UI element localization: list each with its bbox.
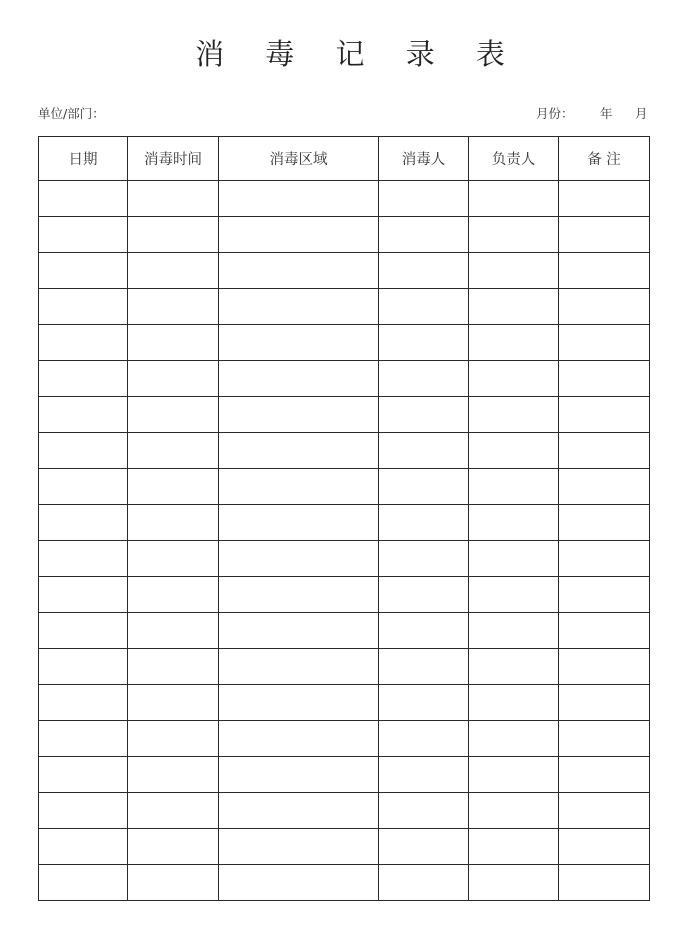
area-cell[interactable] bbox=[219, 829, 379, 865]
month-label: 月份： bbox=[536, 106, 574, 121]
time-cell[interactable] bbox=[128, 469, 219, 505]
time-cell[interactable] bbox=[128, 685, 219, 721]
remarks-cell[interactable] bbox=[559, 577, 650, 613]
table-row bbox=[39, 397, 650, 433]
table-row bbox=[39, 289, 650, 325]
disinfector-cell[interactable] bbox=[379, 829, 469, 865]
date-cell[interactable] bbox=[39, 289, 128, 325]
person-in-charge-cell[interactable] bbox=[469, 613, 559, 649]
area-cell[interactable] bbox=[219, 577, 379, 613]
date-cell[interactable] bbox=[39, 217, 128, 253]
area-cell[interactable] bbox=[219, 541, 379, 577]
column-header-disinfector: 消毒人 bbox=[379, 137, 469, 181]
table-row bbox=[39, 865, 650, 901]
table-row bbox=[39, 253, 650, 289]
person-in-charge-cell[interactable] bbox=[469, 757, 559, 793]
person-in-charge-cell[interactable] bbox=[469, 181, 559, 217]
person-in-charge-cell[interactable] bbox=[469, 433, 559, 469]
remarks-cell[interactable] bbox=[559, 757, 650, 793]
date-cell[interactable] bbox=[39, 181, 128, 217]
person-in-charge-cell[interactable] bbox=[469, 577, 559, 613]
time-cell[interactable] bbox=[128, 325, 219, 361]
column-header-remarks: 备 注 bbox=[559, 137, 650, 181]
table-row bbox=[39, 217, 650, 253]
date-cell[interactable] bbox=[39, 865, 128, 901]
table-row bbox=[39, 829, 650, 865]
disinfector-cell[interactable] bbox=[379, 649, 469, 685]
person-in-charge-cell[interactable] bbox=[469, 829, 559, 865]
time-cell[interactable] bbox=[128, 613, 219, 649]
person-in-charge-cell[interactable] bbox=[469, 361, 559, 397]
date-cell[interactable] bbox=[39, 757, 128, 793]
disinfector-cell[interactable] bbox=[379, 253, 469, 289]
area-cell[interactable] bbox=[219, 793, 379, 829]
area-cell[interactable] bbox=[219, 361, 379, 397]
table-row bbox=[39, 181, 650, 217]
column-header-disinfection-time: 消毒时间 bbox=[128, 137, 219, 181]
date-cell[interactable] bbox=[39, 541, 128, 577]
date-cell[interactable] bbox=[39, 577, 128, 613]
date-cell[interactable] bbox=[39, 325, 128, 361]
date-cell[interactable] bbox=[39, 253, 128, 289]
person-in-charge-cell[interactable] bbox=[469, 793, 559, 829]
remarks-cell[interactable] bbox=[559, 793, 650, 829]
table-row bbox=[39, 469, 650, 505]
disinfector-cell[interactable] bbox=[379, 361, 469, 397]
remarks-cell[interactable] bbox=[559, 217, 650, 253]
area-cell[interactable] bbox=[219, 721, 379, 757]
date-cell[interactable] bbox=[39, 361, 128, 397]
person-in-charge-cell[interactable] bbox=[469, 289, 559, 325]
table-row bbox=[39, 325, 650, 361]
table-row bbox=[39, 361, 650, 397]
disinfector-cell[interactable] bbox=[379, 721, 469, 757]
disinfector-cell[interactable] bbox=[379, 505, 469, 541]
time-cell[interactable] bbox=[128, 649, 219, 685]
time-cell[interactable] bbox=[128, 217, 219, 253]
table-row bbox=[39, 433, 650, 469]
remarks-cell[interactable] bbox=[559, 397, 650, 433]
date-cell[interactable] bbox=[39, 505, 128, 541]
date-cell[interactable] bbox=[39, 793, 128, 829]
disinfector-cell[interactable] bbox=[379, 433, 469, 469]
time-cell[interactable] bbox=[128, 865, 219, 901]
disinfector-cell[interactable] bbox=[379, 325, 469, 361]
time-cell[interactable] bbox=[128, 397, 219, 433]
disinfector-cell[interactable] bbox=[379, 541, 469, 577]
person-in-charge-cell[interactable] bbox=[469, 865, 559, 901]
column-header-person-in-charge: 负责人 bbox=[469, 137, 559, 181]
page-title: 消 毒 记 录 表 bbox=[195, 37, 521, 71]
person-in-charge-cell[interactable] bbox=[469, 217, 559, 253]
remarks-cell[interactable] bbox=[559, 865, 650, 901]
disinfection-record-table bbox=[38, 136, 650, 901]
table-row bbox=[39, 793, 650, 829]
person-in-charge-cell[interactable] bbox=[469, 253, 559, 289]
table-row bbox=[39, 505, 650, 541]
time-cell[interactable] bbox=[128, 289, 219, 325]
person-in-charge-cell[interactable] bbox=[469, 505, 559, 541]
person-in-charge-cell[interactable] bbox=[469, 721, 559, 757]
area-cell[interactable] bbox=[219, 685, 379, 721]
remarks-cell[interactable] bbox=[559, 469, 650, 505]
remarks-cell[interactable] bbox=[559, 181, 650, 217]
time-cell[interactable] bbox=[128, 793, 219, 829]
disinfector-cell[interactable] bbox=[379, 577, 469, 613]
date-cell[interactable] bbox=[39, 397, 128, 433]
time-cell[interactable] bbox=[128, 757, 219, 793]
time-cell[interactable] bbox=[128, 829, 219, 865]
table-row bbox=[39, 649, 650, 685]
remarks-cell[interactable] bbox=[559, 649, 650, 685]
disinfector-cell[interactable] bbox=[379, 181, 469, 217]
time-cell[interactable] bbox=[128, 433, 219, 469]
area-cell[interactable] bbox=[219, 181, 379, 217]
disinfector-cell[interactable] bbox=[379, 613, 469, 649]
remarks-cell[interactable] bbox=[559, 289, 650, 325]
table-row bbox=[39, 685, 650, 721]
remarks-cell[interactable] bbox=[559, 253, 650, 289]
disinfector-cell[interactable] bbox=[379, 289, 469, 325]
unit-department-label: 单位/部门： bbox=[38, 106, 105, 121]
remarks-cell[interactable] bbox=[559, 541, 650, 577]
disinfector-cell[interactable] bbox=[379, 865, 469, 901]
area-cell[interactable] bbox=[219, 217, 379, 253]
remarks-cell[interactable] bbox=[559, 829, 650, 865]
area-cell[interactable] bbox=[219, 613, 379, 649]
area-cell[interactable] bbox=[219, 397, 379, 433]
time-cell[interactable] bbox=[128, 505, 219, 541]
disinfector-cell[interactable] bbox=[379, 757, 469, 793]
area-cell[interactable] bbox=[219, 289, 379, 325]
date-cell[interactable] bbox=[39, 469, 128, 505]
table-row bbox=[39, 721, 650, 757]
table-row bbox=[39, 577, 650, 613]
person-in-charge-cell[interactable] bbox=[469, 541, 559, 577]
disinfector-cell[interactable] bbox=[379, 793, 469, 829]
year-word: 年 bbox=[600, 106, 613, 121]
remarks-cell[interactable] bbox=[559, 433, 650, 469]
table-header-row bbox=[39, 137, 650, 181]
disinfector-cell[interactable] bbox=[379, 685, 469, 721]
area-cell[interactable] bbox=[219, 649, 379, 685]
person-in-charge-cell[interactable] bbox=[469, 469, 559, 505]
disinfector-cell[interactable] bbox=[379, 217, 469, 253]
time-cell[interactable] bbox=[128, 253, 219, 289]
time-cell[interactable] bbox=[128, 721, 219, 757]
date-cell[interactable] bbox=[39, 721, 128, 757]
remarks-cell[interactable] bbox=[559, 361, 650, 397]
area-cell[interactable] bbox=[219, 469, 379, 505]
disinfector-cell[interactable] bbox=[379, 469, 469, 505]
month-word: 月 bbox=[635, 106, 648, 121]
date-cell[interactable] bbox=[39, 613, 128, 649]
table-row bbox=[39, 757, 650, 793]
area-cell[interactable] bbox=[219, 253, 379, 289]
area-cell[interactable] bbox=[219, 325, 379, 361]
remarks-cell[interactable] bbox=[559, 685, 650, 721]
column-header-date: 日期 bbox=[39, 137, 128, 181]
remarks-cell[interactable] bbox=[559, 325, 650, 361]
person-in-charge-cell[interactable] bbox=[469, 325, 559, 361]
time-cell[interactable] bbox=[128, 577, 219, 613]
date-cell[interactable] bbox=[39, 433, 128, 469]
area-cell[interactable] bbox=[219, 757, 379, 793]
disinfector-cell[interactable] bbox=[379, 397, 469, 433]
column-header-disinfection-area: 消毒区域 bbox=[219, 137, 379, 181]
area-cell[interactable] bbox=[219, 433, 379, 469]
date-cell[interactable] bbox=[39, 649, 128, 685]
remarks-cell[interactable] bbox=[559, 505, 650, 541]
time-cell[interactable] bbox=[128, 361, 219, 397]
time-cell[interactable] bbox=[128, 541, 219, 577]
date-cell[interactable] bbox=[39, 685, 128, 721]
area-cell[interactable] bbox=[219, 505, 379, 541]
area-cell[interactable] bbox=[219, 865, 379, 901]
person-in-charge-cell[interactable] bbox=[469, 685, 559, 721]
table-row bbox=[39, 541, 650, 577]
remarks-cell[interactable] bbox=[559, 721, 650, 757]
table-row bbox=[39, 613, 650, 649]
person-in-charge-cell[interactable] bbox=[469, 397, 559, 433]
time-cell[interactable] bbox=[128, 181, 219, 217]
remarks-cell[interactable] bbox=[559, 613, 650, 649]
date-cell[interactable] bbox=[39, 829, 128, 865]
person-in-charge-cell[interactable] bbox=[469, 649, 559, 685]
